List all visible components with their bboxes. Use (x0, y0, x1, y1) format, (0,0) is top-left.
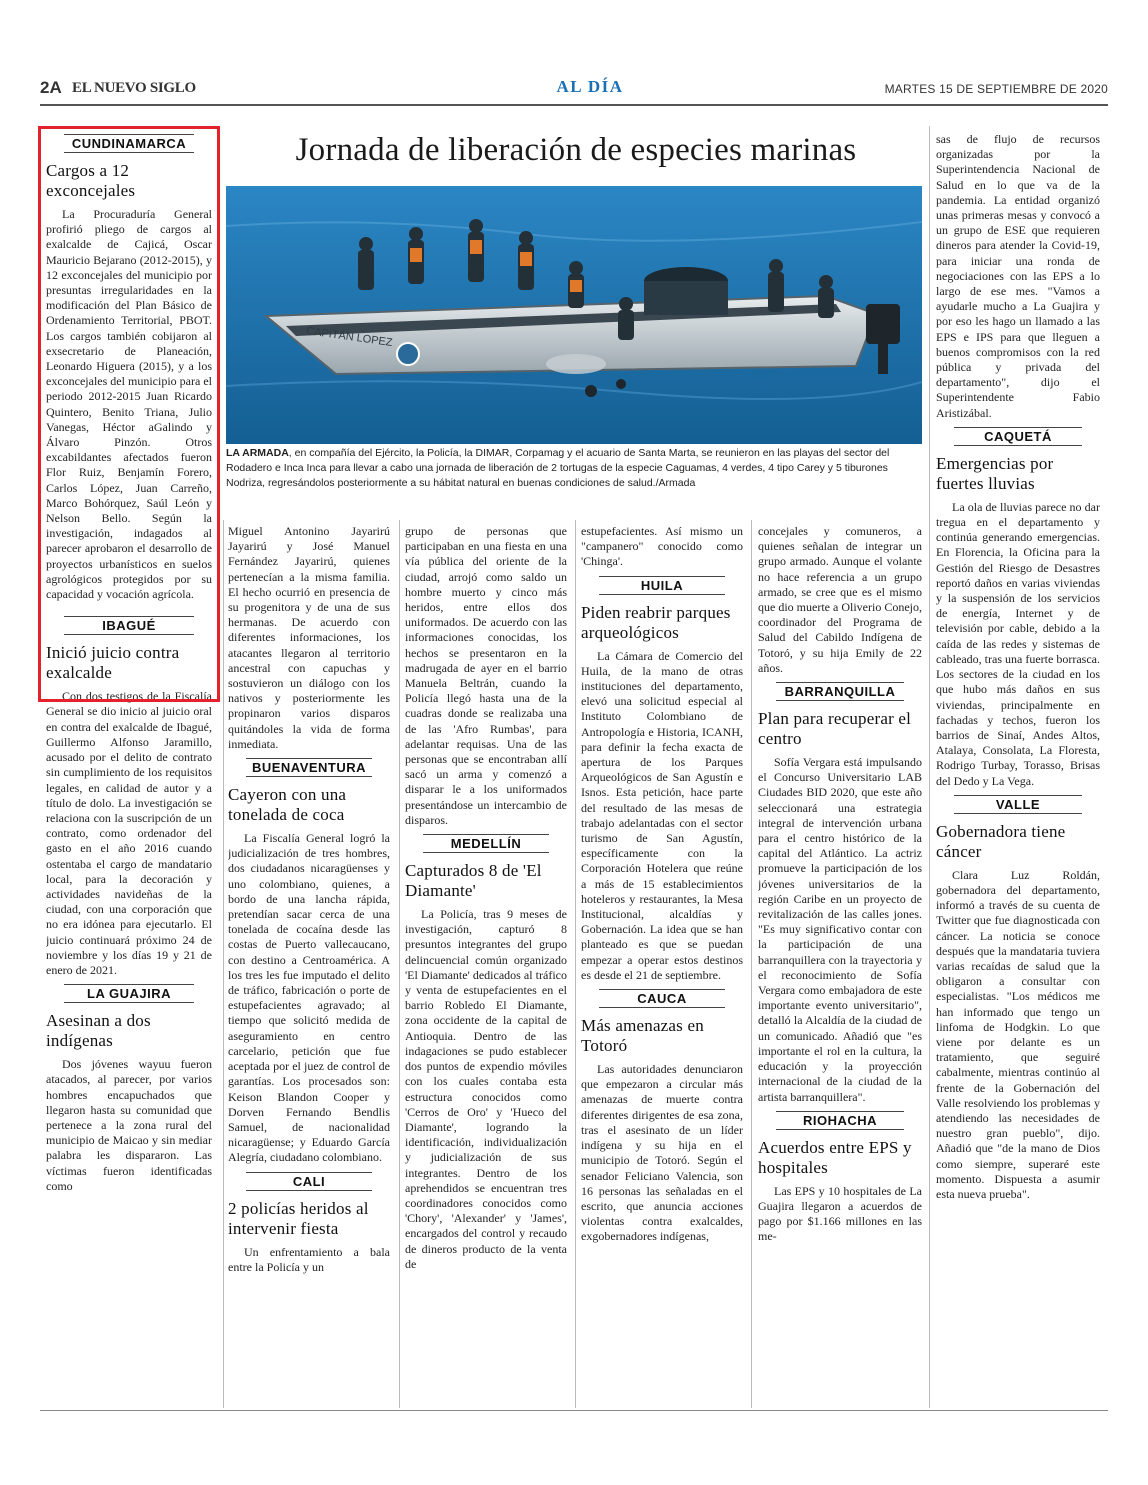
headline-riohacha: Acuerdos entre EPS y hospitales (758, 1137, 912, 1177)
photo-illustration (226, 186, 922, 444)
article-body-medellin-continued: estupefacientes. Así mismo un "campanero" conocido como 'Chinga'. (581, 524, 743, 569)
region-tag-cauca: CAUCA (599, 989, 725, 1008)
article-body-cauca: Las autoridades denunciaron que empezaron a circular más amenazas de muerte contra diferentes dirigentes de esa zona, tras el asesinato de un líder indígena y su hija en el municipio de Totoró. Según el senador Feliciano Valencia, son 16 personas las señaladas en el escrito, que anuncia acciones violentas contra exalcaldes, exgobernadores indígenas, (581, 1062, 743, 1244)
region-tag-buenaventura: BUENAVENTURA (246, 758, 372, 777)
article-body-ibague: Con dos testigos de la Fiscalía General se dio inicio al juicio oral en contra del exalcalde de Ibagué, Guillermo Alfonso Jaramillo, acusado por el delito de contrato sin cumplimiento de los requisitos legales, en calidad de autor y a título de dolo. La investigación se relaciona con la suscripción de un contrato, como ordenador del gasto en el año 2016 cuando ostentaba el cargo de mandatario local, para la decoración y actividades navideñas de la ciudad, con una corporación que no era idónea para ejecutarlo. El juicio continuará próximo 24 de noviembre y los días 19 y 21 de enero de 2021. (46, 689, 212, 977)
article-body-medellin: La Policía, tras 9 meses de investigación, capturó 8 presuntos integrantes del grupo delincuencial común organizado 'El Diamante' dedicados al tráfico y venta de estupefacientes en el barrio Robledo El Diamante, zona occidente de la capital de Antioquia. Dentro de las indagaciones se pudo establecer dos puntos de expendio móviles con los cuales contaba esta estructura conocidos como 'Cerros de Oro' y 'Hueco del Diamante', logrando la identificación, individualización y judicialización de sus integrantes. Dentro de los aprehendidos se encuentran tres coordinadores conocidos como 'Chory', 'Alexander' y 'James', encargados del control y recaudo de dineros producto de la venta de (405, 907, 567, 1271)
region-tag-huila: HUILA (599, 576, 725, 595)
page-number: 2A (40, 78, 62, 97)
section-name: AL DÍA (556, 77, 624, 96)
column-divider (575, 520, 576, 1408)
region-tag-medellin: MEDELLÍN (423, 834, 549, 853)
boat-name: CAPITÁN LOPEZ (305, 325, 394, 350)
headline-medellin: Capturados 8 de 'El Diamante' (405, 861, 542, 901)
region-tag-laguajira: LA GUAJIRA (64, 984, 194, 1003)
boat-photo (226, 186, 922, 444)
headline-caqueta: Emergencias por fuertes lluvias (936, 453, 1054, 493)
footer-rule (40, 1410, 1108, 1411)
article-body-cauca-continued: concejales y comuneros, a quienes señalan de integrar un grupo armado. Aunque el volante no hace referencia a un grupo armado, se cree que es el mismo que dio muerte a Oliverio Conejo, coordinador del Programa de Salud del Cabildo Indígena de Totoró, y su hija Emily de 22 años. (758, 524, 922, 675)
column-divider (223, 520, 224, 1408)
article-body-huila: La Cámara de Comercio del Huila, de la mano de otras instituciones del departamento, elevó una solicitud especial al Instituto Colombiano de Antropología e Historia, ICANH, para definir la fecha exacta de apertura de los Parques Arqueológicos de San Agustín e Isnos. Esta petición, hace parte del resultado de las mesas de trabajo adelantadas con el sector turismo de San Agustín, específicamente con la Corporación Hotelera que reúne a más de 15 establecimientos hoteleros y restaurantes, la Mesa Institucional, alcaldías y Gobernación. La idea que se han planteado es que se puedan empezar a operar estos destinos es desde el 21 de septiembre. (581, 648, 743, 982)
region-tag-cundinamarca: CUNDINAMARCA (64, 134, 194, 153)
headline-valle: Gobernadora tiene cáncer (936, 821, 1066, 861)
region-tag-caqueta: CAQUETÁ (954, 427, 1082, 446)
headline-barranquilla: Plan para recuperar el centro (758, 709, 912, 749)
article-body-riohacha: Las EPS y 10 hospitales de La Guajira llegaron a acuerdos de pago por $1.166 millones en las me- (758, 1183, 922, 1244)
article-body-riohacha-continued: sas de flujo de recursos organizadas por la Superintendencia Nacional de Salud en lo que va de la pandemia. La entidad organizó unas primeras mesas y convocó a un grupo de ESE que requieren dineros para atender la Covid-19, para iniciar una ronda de negociaciones con las EPS a lo largo de ese mes. "Vamos a ayudarle mucho a La Guajira y por eso les hago un llamado a las EPS e IPS para que lleguen a buenos compromisos con la red pública y privada del departamento", dijo el Superintendente Fabio Aristizábal. (936, 132, 1100, 420)
column-3 (405, 524, 567, 1408)
article-body-cali-continued: grupo de personas que participaban en una fiesta en una vía pública del oriente de la ciudad, arrojó como saldo un hombre muerto y cinco más heridos, entre ellos dos uniformados. De acuerdo con las informaciones conocidas, los hechos se presentaron en la madrugada de ayer en el barrio Manuela Beltrán, cuando la Policía llegó hasta una de la cuadras donde se realizaba una de las 'Afro Rumbas', para adelantar requisas. Una de las personas que se encontraban allí sacó un arma y comenzó a disparar le a los uniformados presentándose un intercambio de disparos. (405, 524, 567, 827)
headline-ibague: Inició juicio contra exalcalde (46, 643, 180, 683)
article-body-valle: Clara Luz Roldán, gobernadora del departamento, informó a través de su cuenta de Twitter que fue diagnosticada con cáncer. La noticia se conoce después que la mandataria tuviera varias recaídas de salud que la obligaron a consultar con especialistas. "Los médicos me han informado que tengo un linfoma de Hodgkin. Lo que viene por delante es un tratamiento, que seguiré cabalmente, mientras continúo al frente de la Gobernación del Valle resolviendo los problemas y atendiendo las necesidades de nuestro gran pueblo", dijo. Añadió que "de la mano de Dios como siempre, superaré este momento. Dispuesta a asumir esta nueva prueba". (936, 867, 1100, 1201)
caption-lead: LA ARMADA (226, 447, 289, 459)
column-6 (936, 132, 1100, 1408)
region-tag-riohacha: RIOHACHA (776, 1111, 904, 1130)
headline-huila: Piden reabrir parques arqueológicos (581, 602, 731, 642)
article-body-cali: Un enfrentamiento a bala entre la Policía y un (228, 1244, 390, 1274)
column-divider (929, 126, 930, 1408)
caption-text: , en compañía del Ejército, la Policía, la DIMAR, Corpamag y el acuario de Santa Marta, se reunieron en las playas del sector del Rodadero e Inca Inca para llevar a cabo una jornada de liberación de 2 tortugas de la especie Caguamas, 4 verdes, 4 tipo Carey y 5 tiburones Nodriza, regresándolos posteriormente a su hábitat natural en buenas condiciones de salud./Armada (226, 447, 890, 489)
headline-cauca: Más amenazas en Totoró (581, 1016, 704, 1056)
region-tag-cali: CALI (246, 1172, 372, 1191)
column-2 (228, 524, 390, 1408)
article-body-buenaventura: La Fiscalía General logró la judicialización de tres hombres, dos ciudadanos nicaragüenses y uno colombiano, quienes, a bordo de una lancha rápida, pretendían sacar cerca de una tonelada de cocaína desde las costas de Puerto vallecaucano, con destino a Centroamérica. A los tres les fue imputado el delito de tráfico, fabricación o porte de estupefacientes agravado; al tiempo que solicitó medida de aseguramiento en centro carcelario, petición que fue aceptada por el juez de control de garantías. Los procesados son: Keison Blandon Cooper y Dorven Fernando Bendlis Samuel, de nacionalidad nicaragüense; y Eduardo García Alegría, ciudadano colombiano. (228, 831, 390, 1165)
highlight-box (38, 126, 220, 702)
column-divider (399, 520, 400, 1408)
newspaper-logo: EL NUEVO SIGLO (72, 80, 196, 96)
main-headline: Jornada de liberación de especies marinas (295, 132, 857, 168)
column-divider (751, 520, 752, 1408)
article-body-cundinamarca: La Procuraduría General profirió pliego de cargos al exalcalde de Cajicá, Oscar Mauricio Bejarano (2012-2015), y 12 exconcejales del municipio por presuntas irregularidades en la modificación del Plan Básico de Ordenamiento Territorial, PBOT. Los cargos también cobijaron al exsecretario de Planeación, Leonardo Higuera (2015), y a los exconcejales del municipio para el periodo 2012-2015 Juan Ricardo Quintero, Benito Triana, Julio Vanegas, Héctor aGalindo y Álvaro Pinzón. Otros excabildantes afectados fueron Flor Ruiz, Benjamín Forero, Carlos López, Juan Carreño, Marco Bohórquez, Saúl León y Nelson Bello. Según la investigación, indagados al parecer aprobaron el desarrollo de proyectos urbanísticos en suelos agrológicos protegidos por su capacidad y vocación agrícola. (46, 207, 212, 602)
article-body-caqueta: La ola de lluvias parece no dar tregua en el departamento y continúa generando emergencias. En Florencia, la Oficina para la Gestión del Riesgo de Desastres reportó daños en varias viviendas y la suspensión de los servicios de energía, Internet y de televisión por cable, debido a la caída de las redes y sistemas de cableado, tras una fuerte borrasca. Los sectores de la ciudad en los que hubo más daños en sus viviendas, principalmente en fachadas y techos, fueron los barrios de Sinaí, Andes Altos, Atalaya, Consolata, La Floresta, Rodrigo Turbay, Torasso, Brisas del Dedo y La Vega. (936, 499, 1100, 788)
headline-buenaventura: Cayeron con una tonelada de coca (228, 785, 347, 825)
headline-cundinamarca: Cargos a 12 exconcejales (46, 161, 136, 200)
column-5 (758, 524, 922, 1408)
headline-laguajira: Asesinan a dos indígenas (46, 1011, 151, 1051)
page-header (40, 78, 1108, 102)
region-tag-ibague: IBAGUÉ (64, 616, 194, 635)
photo-caption (226, 446, 922, 491)
region-tag-barranquilla: BARRANQUILLA (776, 682, 904, 701)
article-body-laguajira-continued: Miguel Antonino Jayarirú Jayarirú y José Manuel Fernández Jayarirú, quienes pertenecían a la misma familia. El hecho ocurrió en presencia de su progenitora y de una de sus hermanas. De acuerdo con diferentes informaciones, los atacantes llegaron al territorio ancestral con capuchas y sostuvieron un diálogo con los nativos y posteriormente les propinaron varios disparos quitándoles la vida de forma inmediata. (228, 524, 390, 751)
headline-cali: 2 policías heridos al intervenir fiesta (228, 1198, 369, 1238)
article-body-barranquilla: Sofía Vergara está impulsando el Concurso Universitario LAB Ciudades BID 2020, que este año seleccionará una estrategia integral de intervención urbana para el centro histórico de la capital del Atlántico. La actriz promueve la participación de los jóvenes universitarios de la región Caribe en un proyecto de revitalización de las calles jones. "Es muy significativo contar con la participación de una barranquillera con la trayectoria y el reconocimiento de Sofía Vergara como embajadora de este importante evento universitario", detalló la Alcaldía de la ciudad de un comunicado. Añadió que "es importante el rol en la cultura, la educación y la proyección internacional de la ciudad de la artista barranquillera". (758, 755, 922, 1104)
header-rule (40, 104, 1108, 106)
article-body-laguajira: Dos jóvenes wayuu fueron atacados, al parecer, por varios hombres encapuchados que llegaron hasta su comunidad que pertenece a la zona rural del municipio de Maicao y sin mediar palabra les dispararon. Las víctimas fueron identificadas como (46, 1057, 212, 1193)
issue-date: MARTES 15 DE SEPTIEMBRE DE 2020 (884, 82, 1108, 96)
column-4 (581, 524, 743, 1408)
region-tag-valle: VALLE (954, 795, 1082, 814)
